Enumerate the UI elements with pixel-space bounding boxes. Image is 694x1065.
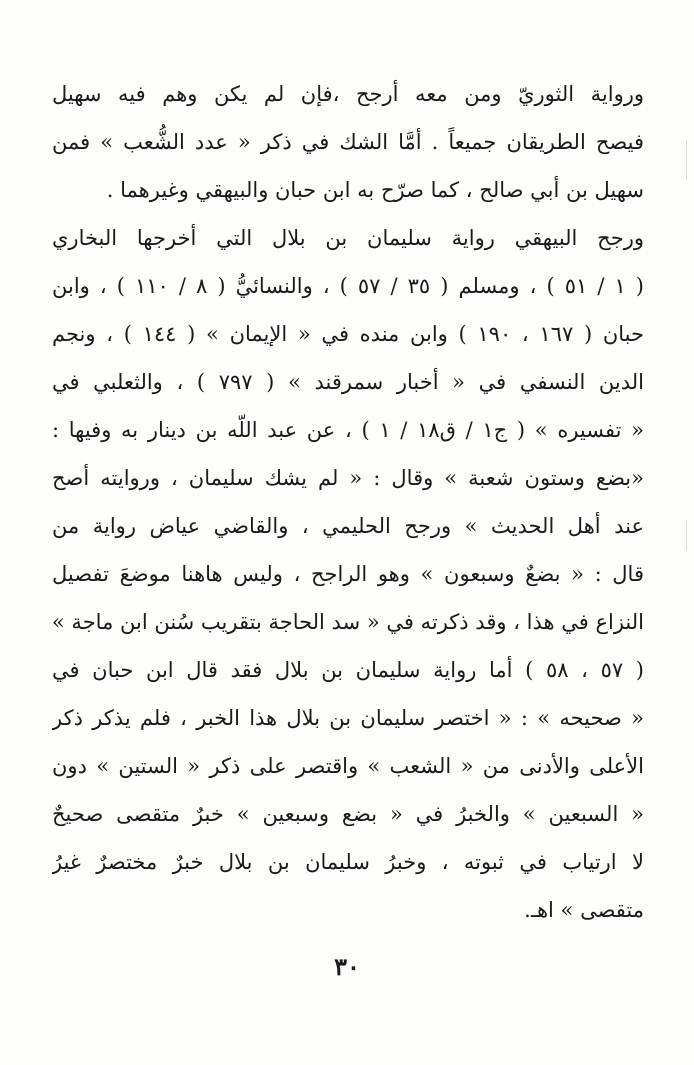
- text-line: ورواية الثوريّ ومن معه أرجح ،فإن لم يكن وهم فيه سهيل: [52, 82, 644, 106]
- text-line: لا ارتياب في ثبوته ، وخبرُ سليمان بن بلال خبرٌ مختصرٌ غيرُ: [52, 850, 644, 874]
- text-line: النزاع في هذا ، وقد ذكرته في « سد الحاجة بتقريب سُنن ابن ماجة »: [52, 610, 644, 634]
- text-line: ( ٥٧ ، ٥٨ ) أما رواية سليمان بن بلال فقد قال ابن حبان في: [52, 658, 644, 682]
- text-line: «بضع وستون شعبة » وقال : « لم يشك سليمان ، وروايته أصح: [52, 466, 644, 490]
- text-line: متقصى » اهـ.: [524, 898, 644, 922]
- text-line: « صحيحه » : « اختصر سليمان بن بلال هذا الخبر ، فلم يذكر ذكر: [52, 706, 644, 730]
- text-line: « تفسيره » ( ج١ / ق١٨ / ١ ) ، عن عبد اللّه بن دينار به وفيها :: [52, 418, 644, 442]
- scan-edge-mark: [686, 520, 687, 550]
- text-line: قال : « بضعٌ وسبعون » وهو الراجح ، وليس هاهنا موضعَ تفصيل: [52, 562, 644, 586]
- text-line: ( ١ / ٥١ ) ، ومسلم ( ٣٥ / ٥٧ ) ، والنسائيُّ ( ٨ / ١١٠ ) ، وابن: [52, 274, 644, 298]
- text-line: حبان ( ١٦٧ ، ١٩٠ ) وابن منده في « الإيمان » ( ١٤٤ ) ، ونجم: [52, 322, 644, 346]
- text-line: ورجح البيهقي رواية سليمان بن بلال التي أخرجها البخاري: [52, 226, 644, 250]
- text-line: الدين النسفي في « أخبار سمرقند » ( ٧٩٧ ) ، والثعلبي في: [52, 370, 644, 394]
- text-line: سهيل بن أبي صالح ، كما صرّح به ابن حبان والبيهقي وغيرهما .: [106, 178, 644, 202]
- page-number: ٣٠: [334, 952, 360, 981]
- text-line: الأعلى والأدنى من « الشعب » واقتصر على ذكر « الستين » دون: [52, 754, 644, 778]
- scan-edge-mark: [686, 140, 687, 180]
- text-line: فيصح الطريقان جميعاً . أمَّا الشك في ذكر « عدد الشُّعب » فمن: [52, 130, 644, 154]
- body-text: [52, 70, 644, 934]
- text-line: « السبعين » والخبرُ في « بضع وسبعين » خبرٌ متقصى صحيحٌ: [52, 802, 644, 826]
- text-line: عند أهل الحديث » ورجح الحليمي ، والقاضي عياض رواية من: [52, 514, 644, 538]
